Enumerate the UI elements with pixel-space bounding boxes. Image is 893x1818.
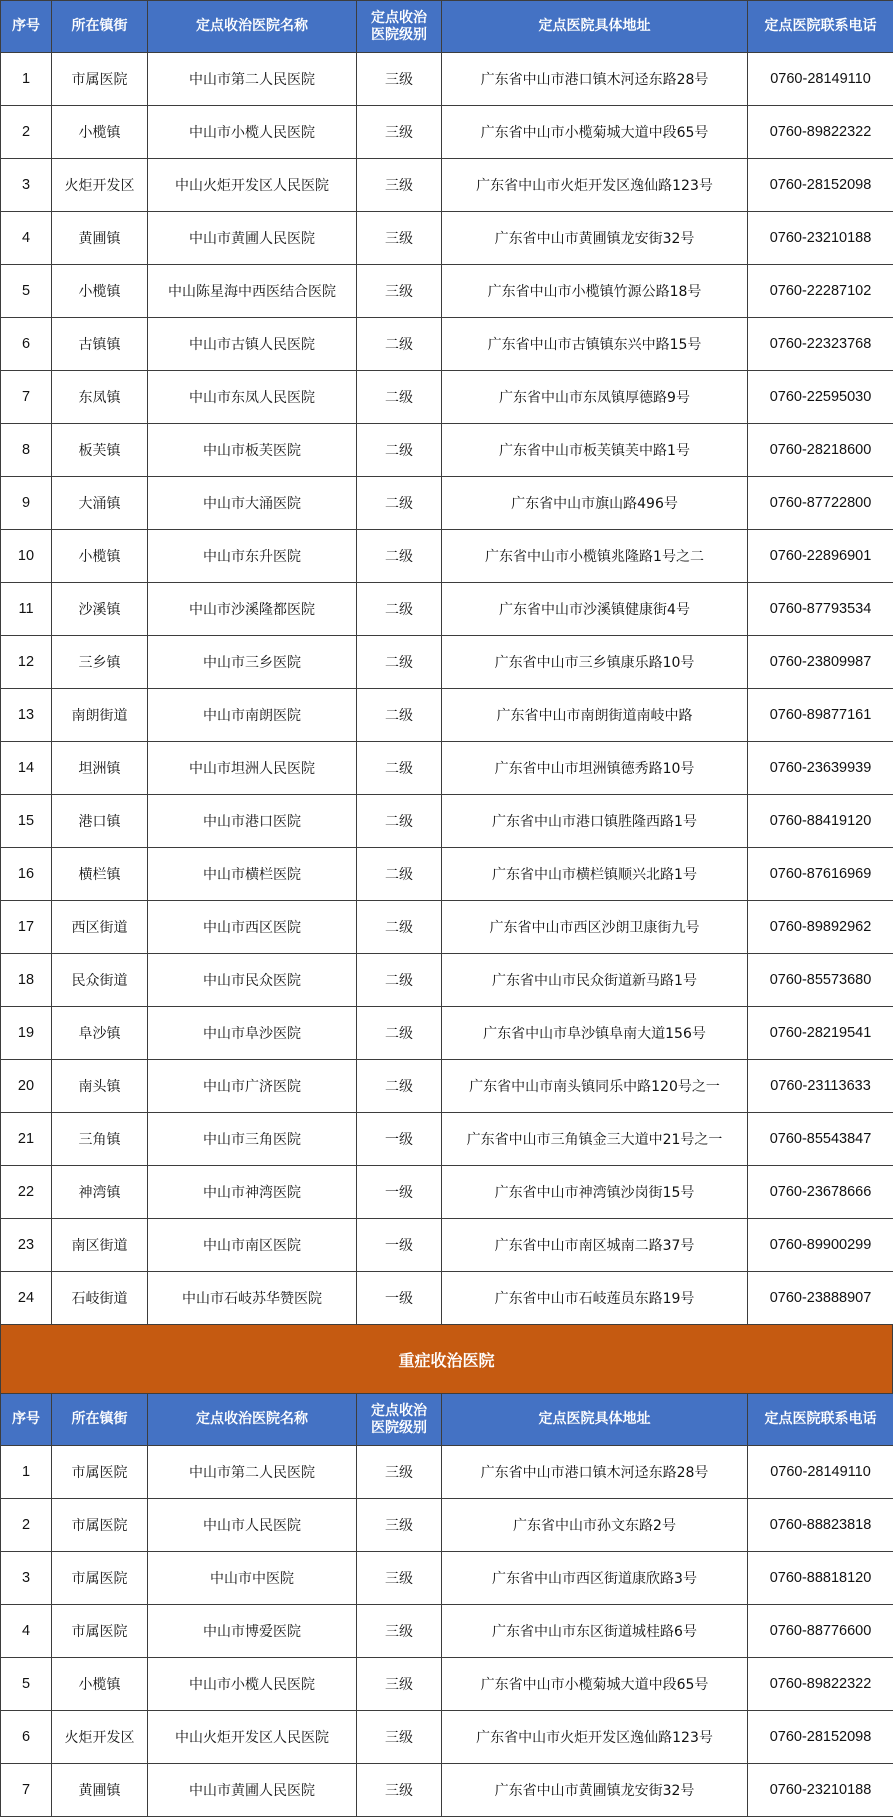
cell-hospital: 中山市大涌医院 [148, 477, 357, 530]
cell-level: 三级 [357, 265, 442, 318]
table-row [1, 424, 893, 477]
header-address: 定点医院具体地址 [442, 1, 748, 53]
table-row [1, 477, 893, 530]
cell-hospital: 中山市广济医院 [148, 1060, 357, 1113]
cell-seq: 2 [1, 1499, 52, 1552]
cell-seq: 15 [1, 795, 52, 848]
cell-seq: 5 [1, 265, 52, 318]
table-row [1, 848, 893, 901]
cell-seq: 16 [1, 848, 52, 901]
cell-level: 三级 [357, 1764, 442, 1817]
cell-town: 古镇镇 [52, 318, 148, 371]
cell-hospital: 中山市三角医院 [148, 1113, 357, 1166]
cell-address: 广东省中山市石岐莲员东路19号 [442, 1272, 748, 1325]
cell-hospital: 中山市中医院 [148, 1552, 357, 1605]
cell-seq: 20 [1, 1060, 52, 1113]
cell-hospital: 中山市横栏医院 [148, 848, 357, 901]
cell-town: 三乡镇 [52, 636, 148, 689]
cell-hospital: 中山市黄圃人民医院 [148, 212, 357, 265]
table-row [1, 636, 893, 689]
cell-address: 广东省中山市南头镇同乐中路120号之一 [442, 1060, 748, 1113]
cell-address: 广东省中山市小榄镇兆隆路1号之二 [442, 530, 748, 583]
cell-seq: 4 [1, 1605, 52, 1658]
cell-town: 小榄镇 [52, 530, 148, 583]
cell-seq: 5 [1, 1658, 52, 1711]
cell-hospital: 中山市坦洲人民医院 [148, 742, 357, 795]
cell-phone: 0760-28149110 [748, 1446, 893, 1499]
cell-level: 三级 [357, 106, 442, 159]
cell-seq: 11 [1, 583, 52, 636]
cell-hospital: 中山市东凤人民医院 [148, 371, 357, 424]
table-row [1, 1219, 893, 1272]
cell-town: 大涌镇 [52, 477, 148, 530]
header-town: 所在镇街 [52, 1, 148, 53]
cell-phone: 0760-22595030 [748, 371, 893, 424]
cell-seq: 7 [1, 1764, 52, 1817]
table-row [1, 1711, 893, 1764]
cell-phone: 0760-87722800 [748, 477, 893, 530]
table-row [1, 1605, 893, 1658]
cell-phone: 0760-88818120 [748, 1552, 893, 1605]
table-row [1, 1499, 893, 1552]
cell-phone: 0760-23113633 [748, 1060, 893, 1113]
cell-level: 二级 [357, 901, 442, 954]
severe-hospital-table [0, 1393, 893, 1817]
header-town: 所在镇街 [52, 1394, 148, 1446]
cell-level: 三级 [357, 1552, 442, 1605]
header-level-text: 定点收治医院级别 [371, 9, 427, 43]
cell-hospital: 中山市南区医院 [148, 1219, 357, 1272]
header-seq: 序号 [1, 1394, 52, 1446]
cell-seq: 3 [1, 1552, 52, 1605]
cell-phone: 0760-88823818 [748, 1499, 893, 1552]
cell-seq: 1 [1, 1446, 52, 1499]
cell-level: 三级 [357, 1711, 442, 1764]
general-table-body [1, 53, 893, 1325]
cell-hospital: 中山市阜沙医院 [148, 1007, 357, 1060]
table-row [1, 1060, 893, 1113]
cell-seq: 13 [1, 689, 52, 742]
cell-level: 二级 [357, 318, 442, 371]
table-row [1, 106, 893, 159]
cell-phone: 0760-23210188 [748, 1764, 893, 1817]
cell-hospital: 中山市人民医院 [148, 1499, 357, 1552]
cell-level: 二级 [357, 742, 442, 795]
cell-phone: 0760-28149110 [748, 53, 893, 106]
cell-seq: 19 [1, 1007, 52, 1060]
cell-town: 港口镇 [52, 795, 148, 848]
cell-town: 阜沙镇 [52, 1007, 148, 1060]
cell-address: 广东省中山市神湾镇沙岗街15号 [442, 1166, 748, 1219]
header-level-text: 定点收治医院级别 [371, 1402, 427, 1436]
cell-town: 神湾镇 [52, 1166, 148, 1219]
cell-seq: 12 [1, 636, 52, 689]
cell-level: 二级 [357, 583, 442, 636]
cell-address: 广东省中山市港口镇木河迳东路28号 [442, 1446, 748, 1499]
cell-phone: 0760-87616969 [748, 848, 893, 901]
cell-phone: 0760-28218600 [748, 424, 893, 477]
cell-address: 广东省中山市南区城南二路37号 [442, 1219, 748, 1272]
table-row [1, 159, 893, 212]
cell-level: 一级 [357, 1219, 442, 1272]
table-row [1, 583, 893, 636]
cell-phone: 0760-88419120 [748, 795, 893, 848]
cell-phone: 0760-23809987 [748, 636, 893, 689]
cell-phone: 0760-85543847 [748, 1113, 893, 1166]
cell-level: 二级 [357, 689, 442, 742]
cell-address: 广东省中山市三角镇金三大道中21号之一 [442, 1113, 748, 1166]
cell-level: 三级 [357, 53, 442, 106]
severe-table-body [1, 1446, 893, 1817]
cell-town: 南区街道 [52, 1219, 148, 1272]
cell-phone: 0760-22323768 [748, 318, 893, 371]
cell-town: 南头镇 [52, 1060, 148, 1113]
cell-seq: 4 [1, 212, 52, 265]
table-row [1, 1272, 893, 1325]
cell-town: 小榄镇 [52, 1658, 148, 1711]
cell-hospital: 中山市西区医院 [148, 901, 357, 954]
cell-level: 一级 [357, 1166, 442, 1219]
cell-address: 广东省中山市东凤镇厚德路9号 [442, 371, 748, 424]
cell-seq: 24 [1, 1272, 52, 1325]
cell-address: 广东省中山市西区沙朗卫康街九号 [442, 901, 748, 954]
cell-address: 广东省中山市火炬开发区逸仙路123号 [442, 1711, 748, 1764]
cell-phone: 0760-22287102 [748, 265, 893, 318]
cell-seq: 10 [1, 530, 52, 583]
cell-town: 市属医院 [52, 1552, 148, 1605]
cell-level: 二级 [357, 1007, 442, 1060]
table-header-row [1, 1, 893, 53]
cell-hospital: 中山市南朗医院 [148, 689, 357, 742]
table-row [1, 530, 893, 583]
table-row [1, 1166, 893, 1219]
cell-hospital: 中山市第二人民医院 [148, 53, 357, 106]
cell-hospital: 中山市第二人民医院 [148, 1446, 357, 1499]
cell-hospital: 中山火炬开发区人民医院 [148, 1711, 357, 1764]
cell-hospital: 中山市沙溪隆都医院 [148, 583, 357, 636]
cell-seq: 18 [1, 954, 52, 1007]
cell-hospital: 中山市黄圃人民医院 [148, 1764, 357, 1817]
cell-town: 火炬开发区 [52, 159, 148, 212]
cell-address: 广东省中山市黄圃镇龙安街32号 [442, 1764, 748, 1817]
cell-town: 横栏镇 [52, 848, 148, 901]
cell-address: 广东省中山市民众街道新马路1号 [442, 954, 748, 1007]
cell-seq: 22 [1, 1166, 52, 1219]
cell-level: 二级 [357, 424, 442, 477]
header-phone: 定点医院联系电话 [748, 1, 893, 53]
cell-phone: 0760-89877161 [748, 689, 893, 742]
table-row [1, 954, 893, 1007]
cell-town: 小榄镇 [52, 106, 148, 159]
cell-hospital: 中山市神湾医院 [148, 1166, 357, 1219]
cell-phone: 0760-28152098 [748, 1711, 893, 1764]
cell-phone: 0760-23678666 [748, 1166, 893, 1219]
cell-address: 广东省中山市阜沙镇阜南大道156号 [442, 1007, 748, 1060]
cell-address: 广东省中山市西区街道康欣路3号 [442, 1552, 748, 1605]
cell-hospital: 中山市东升医院 [148, 530, 357, 583]
table-row [1, 1764, 893, 1817]
cell-town: 石岐街道 [52, 1272, 148, 1325]
cell-town: 南朗街道 [52, 689, 148, 742]
cell-hospital: 中山市博爱医院 [148, 1605, 357, 1658]
cell-town: 市属医院 [52, 1605, 148, 1658]
cell-address: 广东省中山市板芙镇芙中路1号 [442, 424, 748, 477]
cell-phone: 0760-85573680 [748, 954, 893, 1007]
cell-town: 市属医院 [52, 1499, 148, 1552]
table-row [1, 212, 893, 265]
cell-level: 二级 [357, 477, 442, 530]
cell-hospital: 中山市小榄人民医院 [148, 106, 357, 159]
header-address: 定点医院具体地址 [442, 1394, 748, 1446]
cell-seq: 9 [1, 477, 52, 530]
table-row [1, 265, 893, 318]
cell-town: 黄圃镇 [52, 1764, 148, 1817]
cell-level: 三级 [357, 1605, 442, 1658]
table-row [1, 1113, 893, 1166]
table-row [1, 318, 893, 371]
header-phone: 定点医院联系电话 [748, 1394, 893, 1446]
cell-level: 三级 [357, 159, 442, 212]
cell-seq: 14 [1, 742, 52, 795]
header-seq: 序号 [1, 1, 52, 53]
cell-town: 民众街道 [52, 954, 148, 1007]
cell-hospital: 中山市港口医院 [148, 795, 357, 848]
cell-address: 广东省中山市南朗街道南岐中路 [442, 689, 748, 742]
cell-hospital: 中山陈星海中西医结合医院 [148, 265, 357, 318]
cell-level: 二级 [357, 954, 442, 1007]
cell-town: 坦洲镇 [52, 742, 148, 795]
cell-address: 广东省中山市黄圃镇龙安街32号 [442, 212, 748, 265]
cell-hospital: 中山市古镇人民医院 [148, 318, 357, 371]
cell-town: 小榄镇 [52, 265, 148, 318]
table-row [1, 901, 893, 954]
table-row [1, 1552, 893, 1605]
cell-seq: 1 [1, 53, 52, 106]
cell-address: 广东省中山市横栏镇顺兴北路1号 [442, 848, 748, 901]
cell-hospital: 中山市三乡医院 [148, 636, 357, 689]
cell-level: 二级 [357, 848, 442, 901]
cell-phone: 0760-89822322 [748, 1658, 893, 1711]
cell-level: 二级 [357, 371, 442, 424]
table-row [1, 689, 893, 742]
cell-town: 沙溪镇 [52, 583, 148, 636]
cell-town: 西区街道 [52, 901, 148, 954]
cell-seq: 2 [1, 106, 52, 159]
table-row [1, 1446, 893, 1499]
cell-level: 二级 [357, 1060, 442, 1113]
table-row [1, 742, 893, 795]
cell-phone: 0760-89822322 [748, 106, 893, 159]
cell-address: 广东省中山市沙溪镇健康街4号 [442, 583, 748, 636]
cell-hospital: 中山市小榄人民医院 [148, 1658, 357, 1711]
cell-town: 三角镇 [52, 1113, 148, 1166]
severe-section-title: 重症收治医院 [0, 1325, 893, 1393]
cell-hospital: 中山火炬开发区人民医院 [148, 159, 357, 212]
cell-level: 三级 [357, 212, 442, 265]
cell-town: 市属医院 [52, 53, 148, 106]
cell-level: 一级 [357, 1113, 442, 1166]
cell-address: 广东省中山市港口镇胜隆西路1号 [442, 795, 748, 848]
cell-town: 火炬开发区 [52, 1711, 148, 1764]
table-row [1, 1007, 893, 1060]
cell-town: 黄圃镇 [52, 212, 148, 265]
header-hospital: 定点收治医院名称 [148, 1, 357, 53]
cell-address: 广东省中山市小榄菊城大道中段65号 [442, 1658, 748, 1711]
cell-town: 市属医院 [52, 1446, 148, 1499]
cell-address: 广东省中山市火炬开发区逸仙路123号 [442, 159, 748, 212]
cell-address: 广东省中山市东区街道城桂路6号 [442, 1605, 748, 1658]
cell-town: 东凤镇 [52, 371, 148, 424]
cell-phone: 0760-89900299 [748, 1219, 893, 1272]
table-row [1, 1658, 893, 1711]
cell-level: 二级 [357, 795, 442, 848]
cell-level: 三级 [357, 1658, 442, 1711]
cell-phone: 0760-23888907 [748, 1272, 893, 1325]
cell-seq: 6 [1, 318, 52, 371]
cell-phone: 0760-28152098 [748, 159, 893, 212]
cell-phone: 0760-89892962 [748, 901, 893, 954]
cell-address: 广东省中山市小榄菊城大道中段65号 [442, 106, 748, 159]
cell-seq: 21 [1, 1113, 52, 1166]
cell-address: 广东省中山市港口镇木河迳东路28号 [442, 53, 748, 106]
header-hospital: 定点收治医院名称 [148, 1394, 357, 1446]
table-header-row [1, 1394, 893, 1446]
cell-hospital: 中山市板芙医院 [148, 424, 357, 477]
cell-seq: 7 [1, 371, 52, 424]
cell-level: 一级 [357, 1272, 442, 1325]
cell-level: 三级 [357, 1499, 442, 1552]
cell-address: 广东省中山市旗山路496号 [442, 477, 748, 530]
cell-phone: 0760-88776600 [748, 1605, 893, 1658]
cell-phone: 0760-28219541 [748, 1007, 893, 1060]
table-row [1, 53, 893, 106]
table-row [1, 795, 893, 848]
cell-address: 广东省中山市坦洲镇德秀路10号 [442, 742, 748, 795]
cell-seq: 23 [1, 1219, 52, 1272]
cell-hospital: 中山市石岐苏华赞医院 [148, 1272, 357, 1325]
cell-seq: 6 [1, 1711, 52, 1764]
cell-address: 广东省中山市小榄镇竹源公路18号 [442, 265, 748, 318]
cell-seq: 3 [1, 159, 52, 212]
cell-level: 三级 [357, 1446, 442, 1499]
cell-address: 广东省中山市孙文东路2号 [442, 1499, 748, 1552]
cell-level: 二级 [357, 530, 442, 583]
cell-level: 二级 [357, 636, 442, 689]
cell-phone: 0760-23639939 [748, 742, 893, 795]
header-level [357, 1, 442, 53]
cell-address: 广东省中山市古镇镇东兴中路15号 [442, 318, 748, 371]
cell-phone: 0760-23210188 [748, 212, 893, 265]
table-row [1, 371, 893, 424]
header-level [357, 1394, 442, 1446]
cell-town: 板芙镇 [52, 424, 148, 477]
cell-address: 广东省中山市三乡镇康乐路10号 [442, 636, 748, 689]
cell-hospital: 中山市民众医院 [148, 954, 357, 1007]
cell-phone: 0760-22896901 [748, 530, 893, 583]
cell-seq: 8 [1, 424, 52, 477]
cell-seq: 17 [1, 901, 52, 954]
cell-phone: 0760-87793534 [748, 583, 893, 636]
